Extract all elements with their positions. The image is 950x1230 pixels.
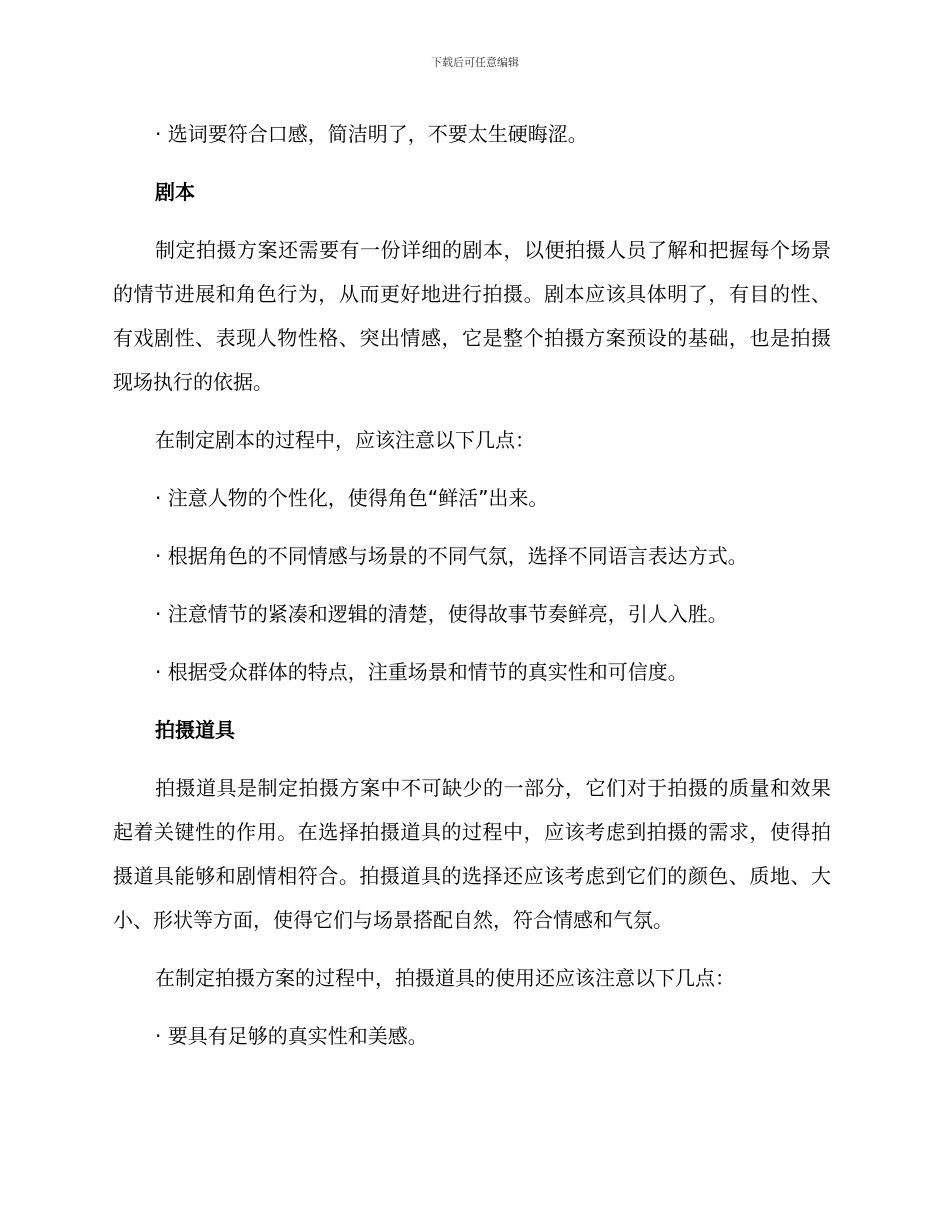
bullet-item: · 注意人物的个性化，使得角色“鲜活”出来。 <box>155 486 549 510</box>
paragraph-script: 制定拍摄方案还需要有一份详细的剧本，以便拍摄人员了解和把握每个场景的情节进展和角色行为，从而更好地进行拍摄。剧本应该具体明了，有目的性、有戏剧性、表现人物性格、突出情感，它是整个拍摄方案预设的基础，也是拍摄现场执行的依据。 <box>113 238 831 394</box>
paragraph-script-points: 在制定剧本的过程中，应该注意以下几点： <box>155 428 535 452</box>
bullet-item: · 选词要符合口感，简洁明了，不要太生硬晦涩。 <box>155 122 588 146</box>
bullet-item: · 根据角色的不同情感与场景的不同气氛，选择不同语言表达方式。 <box>155 544 748 568</box>
paragraph-props-points: 在制定拍摄方案的过程中，拍摄道具的使用还应该注意以下几点： <box>155 966 735 990</box>
bullet-item: · 注意情节的紧凑和逻辑的清楚，使得故事节奏鲜亮，引人入胜。 <box>155 602 728 626</box>
bullet-item: · 根据受众群体的特点，注重场景和情节的真实性和可信度。 <box>155 660 688 684</box>
document-body <box>113 112 831 1072</box>
header-note: 下载后可任意编辑 <box>431 56 519 69</box>
bullet-item: · 要具有足够的真实性和美感。 <box>155 1024 428 1048</box>
section-heading-props: 拍摄道具 <box>155 718 235 742</box>
section-heading-script: 剧本 <box>155 180 195 204</box>
paragraph-props: 拍摄道具是制定拍摄方案中不可缺少的一部分，它们对于拍摄的质量和效果起着关键性的作用。在选择拍摄道具的过程中，应该考虑到拍摄的需求，使得拍摄道具能够和剧情相符合。拍摄道具的选择还应该考虑到它们的颜色、质地、大小、形状等方面，使得它们与场景搭配自然，符合情感和气氛。 <box>113 776 831 932</box>
